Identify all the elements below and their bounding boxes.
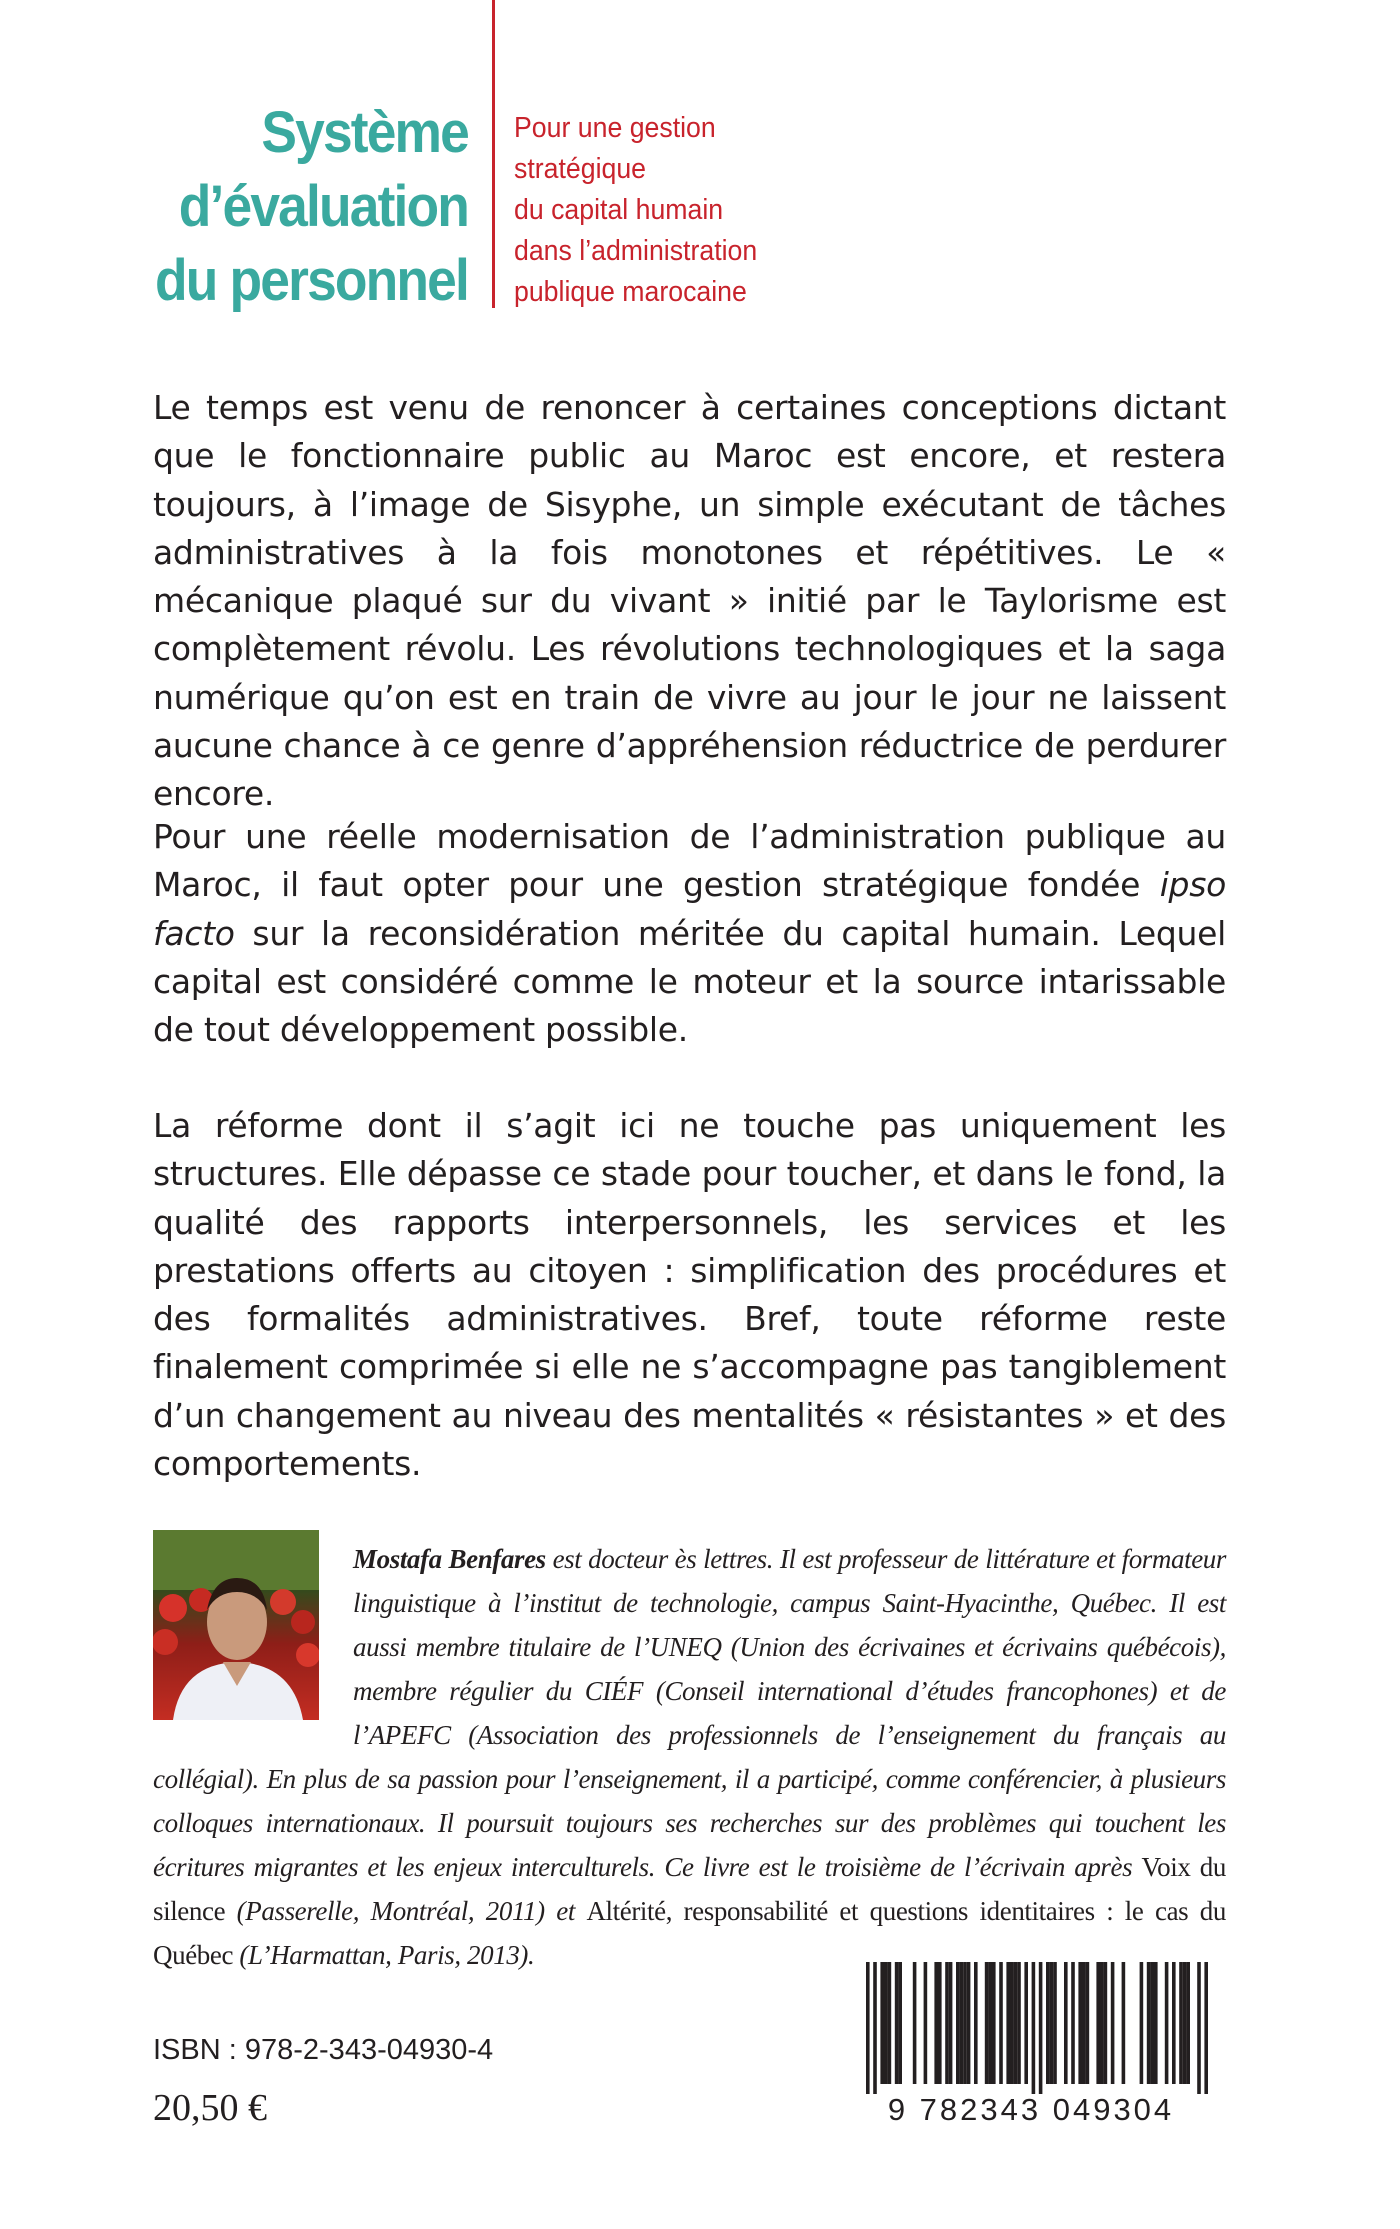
barcode-bar [1111, 1962, 1115, 2084]
book-title-2: Altérité, responsabilité et questions identitaires : le cas du Québec [153, 1896, 1226, 1970]
barcode-bar [1082, 1962, 1086, 2084]
book-title [100, 96, 468, 318]
blurb-text: Pour une réelle modernisation de l’administration publique au Maroc, il faut opter pour une gestion stratégique fondée [153, 817, 1226, 905]
barcode [838, 1962, 1224, 2126]
barcode-bar [1186, 1962, 1190, 2084]
barcode-bar [880, 1962, 884, 2084]
barcode-bar [956, 1962, 960, 2084]
isbn: ISBN : 978-2-343-04930-4 [153, 2034, 494, 2066]
author-name: Mostafa Benfares [353, 1544, 546, 1574]
barcode-bar [1204, 1962, 1208, 2094]
barcode-bar [1150, 1962, 1154, 2084]
barcode-bar [1078, 1962, 1082, 2084]
barcode-digits: 9 782343 049304 [887, 2092, 1175, 2126]
book-subtitle [514, 108, 778, 313]
blurb-italic: ipso facto [153, 865, 1226, 953]
barcode-bar [913, 1962, 917, 2084]
price: 20,50 € [153, 2087, 267, 2129]
barcode-bar [1064, 1962, 1068, 2084]
barcode-bar [1032, 1962, 1036, 2094]
title-line: du personnel [155, 248, 468, 313]
barcode-bar [1172, 1962, 1176, 2084]
photo-spacer [153, 1537, 353, 1743]
barcode-bar [945, 1962, 949, 2084]
subtitle-line: stratégique [514, 153, 647, 185]
barcode-bar [1179, 1962, 1183, 2084]
barcode-bar [1100, 1962, 1104, 2084]
title-line: Système [261, 100, 468, 165]
barcode-bar [938, 1962, 942, 2084]
barcode-bar [1104, 1962, 1108, 2084]
barcode-bar [898, 1962, 902, 2084]
barcode-bar [888, 1962, 892, 2084]
barcode-bar [1197, 1962, 1201, 2094]
barcode-bar [974, 1962, 978, 2084]
subtitle-line: dans l’administration [514, 235, 758, 267]
title-line: d’évaluation [178, 174, 468, 239]
barcode-bar [1071, 1962, 1075, 2084]
barcode-bar [1096, 1962, 1100, 2084]
subtitle-line: Pour une gestion [514, 112, 716, 144]
barcode-bar [967, 1962, 971, 2084]
barcode-bar [949, 1962, 953, 2084]
bio-text: (L’Harmattan, Paris, 2013). [233, 1940, 535, 1970]
barcode-bar [1006, 1962, 1010, 2084]
barcode-bar [1039, 1962, 1043, 2094]
barcode-bar [1050, 1962, 1054, 2084]
author-bio [153, 1537, 1226, 1977]
barcode-bar [988, 1962, 992, 2084]
barcode-bar [1017, 1962, 1021, 2084]
barcode-bar [1140, 1962, 1144, 2084]
barcode-bar [1183, 1962, 1187, 2084]
barcode-bar [884, 1962, 888, 2084]
barcode-bar [992, 1962, 996, 2084]
barcode-bar [1053, 1962, 1057, 2084]
blurb-paragraph-1: Le temps est venu de renoncer à certaines conceptions dictant que le fonctionnaire public au Maroc est encore, et restera toujours, à l’image de Sisyphe, un simple exécutant de tâches administratives à la fois monotones et répétitives. Le « mécanique plaqué sur du vivant » initié par le Taylorisme est complètement révolu. Les révolutions technologiques et la saga numérique qu’on est en train de vivre au jour le jour ne laissent aucune chance à ce genre d’appréhension réductrice de perdurer encore. [153, 388, 1226, 814]
blurb-paragraph-2 [153, 813, 1226, 1054]
blurb-paragraph-3: La réforme dont il s’agit ici ne touche pas uniquement les structures. Elle dépasse ce stade pour toucher, et dans le fond, la qualité des rapports interpersonnels, les services et les prestations offerts au citoyen : simplification des procédures et des formalités administratives. Bref, toute réforme reste finalement comprimée si elle ne s’accompagne pas tangiblement d’un changement au niveau des mentalités « résistantes » et des comportements. [153, 1106, 1226, 1484]
barcode-bar [1165, 1962, 1169, 2084]
subtitle-line: publique marocaine [514, 276, 747, 308]
barcode-bar [866, 1962, 870, 2094]
barcode-bar [1014, 1962, 1018, 2084]
barcode-bar [1086, 1962, 1090, 2084]
subtitle-line: du capital humain [514, 194, 724, 226]
title-divider [492, 0, 495, 308]
barcode-bar [1147, 1962, 1151, 2084]
barcode-bar [999, 1962, 1003, 2084]
barcode-bar [924, 1962, 928, 2084]
barcode-bar [895, 1962, 899, 2084]
barcode-bar [963, 1962, 967, 2084]
barcode-bar [1122, 1962, 1126, 2084]
bio-text: est docteur ès lettres. Il est professeur de littérature et formateur linguistique à l’institut de technologie, campus Saint-Hyacinthe, Québec. Il est aussi membre titulaire de l’UNEQ (Union des écrivaines et écrivains québécois), membre régulier du CIÉF (Conseil international d’études francophones) et de l’APEFC (Association des professionnels de l’enseignement du français au collégial). En plus de sa passion pour l’enseignement, il a participé, comme conférencier, à plusieurs colloques internationaux. Il poursuit toujours ses recherches sur des problèmes qui touchent les écritures migrantes et les enjeux interculturels. Ce livre est le troisième de l’écrivain après [153, 1544, 1226, 1882]
barcode-bar [1010, 1962, 1014, 2084]
barcode-bar [1154, 1962, 1158, 2084]
barcode-bar [960, 1962, 964, 2084]
barcode-bar [873, 1962, 877, 2094]
barcode-bar [1046, 1962, 1050, 2084]
barcode-bar [1024, 1962, 1028, 2084]
book-title-1: Voix du silence [153, 1852, 1226, 1926]
blurb-text: sur la reconsidération méritée du capital humain. Lequel capital est considéré comme le moteur et la source intarissable de tout développement possible. [153, 913, 1226, 1050]
barcode-bar [934, 1962, 938, 2084]
barcode-bar [985, 1962, 989, 2084]
bio-text: (Passerelle, Montréal, 2011) et [225, 1896, 587, 1926]
